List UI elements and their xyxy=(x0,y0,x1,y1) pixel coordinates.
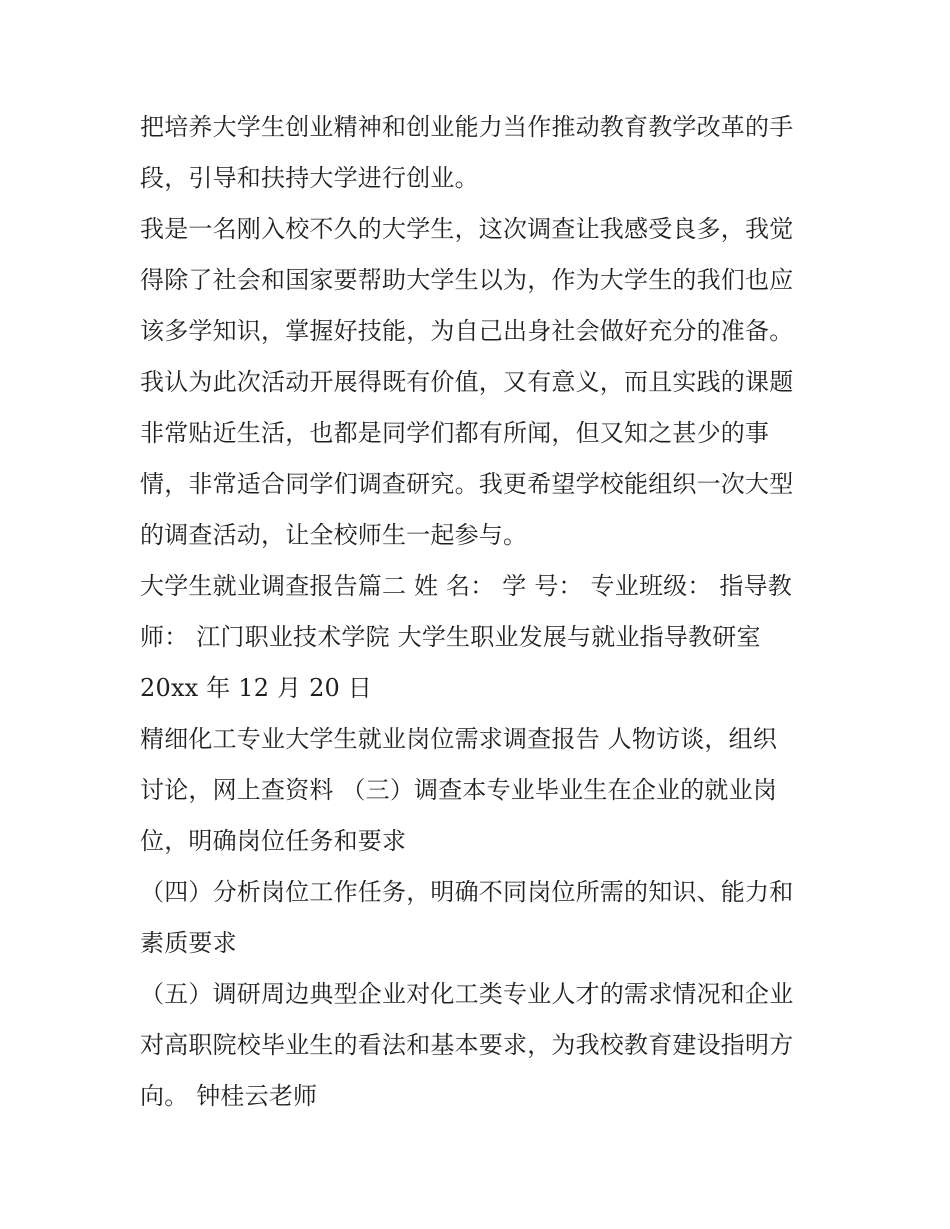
text-line: 精细化工专业大学生就业岗位需求调查报告 人物访谈，组织 xyxy=(140,725,778,753)
document-body xyxy=(140,102,830,1122)
text-line: 的调查活动，让全校师生一起参与。 xyxy=(140,521,528,549)
text-line: 非常贴近生活，也都是同学们都有所闻，但又知之甚少的事 xyxy=(140,419,770,447)
text-line: 得除了社会和国家要帮助大学生以为，作为大学生的我们也应 xyxy=(140,266,794,294)
text-line: 情，非常适合同学们调查研究。我更希望学校能组织一次大型 xyxy=(140,470,794,498)
text-line: 把培养大学生创业精神和创业能力当作推动教育教学改革的手 xyxy=(140,113,794,141)
text-line: 我认为此次活动开展得既有价值，又有意义，而且实践的课题 xyxy=(140,368,794,396)
text-line: 素质要求 xyxy=(140,929,237,957)
text-line: （四）分析岗位工作任务，明确不同岗位所需的知识、能力和 xyxy=(140,878,794,906)
text-line: 向。 钟桂云老师 xyxy=(140,1082,318,1110)
section-heading-line: 大学生就业调查报告篇二 姓 名： 学 号： 专业班级： 指导教 xyxy=(140,572,792,600)
text-line: 位，明确岗位任务和要求 xyxy=(140,827,407,855)
date-line: 20xx 年 12 月 20 日 xyxy=(140,674,373,702)
text-line: 讨论，网上查资料 （三）调查本专业毕业生在企业的就业岗 xyxy=(140,776,778,804)
text-line: 段，引导和扶持大学进行创业。 xyxy=(140,164,479,192)
text-line: 该多学知识，掌握好技能，为自己出身社会做好充分的准备。 xyxy=(140,317,794,345)
text-line: （五）调研周边典型企业对化工类专业人才的需求情况和企业 xyxy=(140,980,794,1008)
text-line: 对高职院校毕业生的看法和基本要求，为我校教育建设指明方 xyxy=(140,1031,794,1059)
text-line: 师： 江门职业技术学院 大学生职业发展与就业指导教研室 xyxy=(140,623,761,651)
text-line: 我是一名刚入校不久的大学生，这次调查让我感受良多，我觉 xyxy=(140,215,794,243)
